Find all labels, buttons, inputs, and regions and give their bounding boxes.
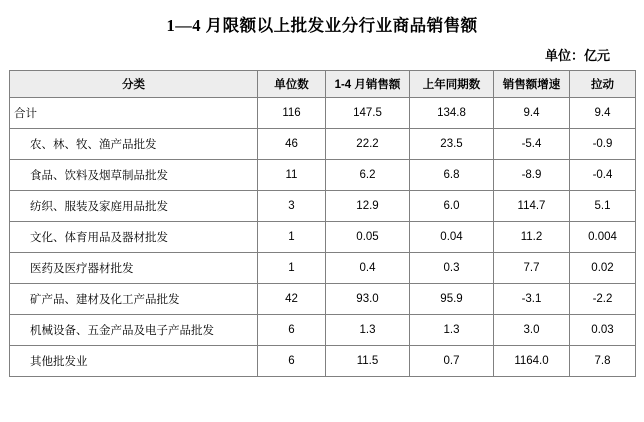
cell-sales: 22.2 (326, 129, 410, 160)
cell-category: 食品、饮料及烟草制品批发 (10, 160, 258, 191)
cell-sales: 0.4 (326, 253, 410, 284)
cell-units: 116 (258, 98, 326, 129)
cell-category: 其他批发业 (10, 346, 258, 377)
cell-prev: 6.8 (410, 160, 494, 191)
cell-units: 6 (258, 315, 326, 346)
cell-prev: 0.04 (410, 222, 494, 253)
cell-pull: 0.03 (570, 315, 636, 346)
cell-category: 文化、体育用品及器材批发 (10, 222, 258, 253)
cell-prev: 95.9 (410, 284, 494, 315)
column-header-sales: 1-4 月销售额 (326, 71, 410, 98)
table-row (10, 160, 636, 191)
cell-growth: 7.7 (494, 253, 570, 284)
cell-pull: 0.004 (570, 222, 636, 253)
cell-prev: 134.8 (410, 98, 494, 129)
cell-units: 1 (258, 222, 326, 253)
table-container (0, 70, 644, 377)
cell-units: 3 (258, 191, 326, 222)
cell-sales: 12.9 (326, 191, 410, 222)
cell-sales: 0.05 (326, 222, 410, 253)
table-row (10, 346, 636, 377)
cell-category: 农、林、牧、渔产品批发 (10, 129, 258, 160)
cell-growth: 114.7 (494, 191, 570, 222)
table-row (10, 315, 636, 346)
cell-growth: 11.2 (494, 222, 570, 253)
cell-units: 6 (258, 346, 326, 377)
table-row (10, 98, 636, 129)
sales-table (9, 70, 636, 377)
cell-category: 矿产品、建材及化工产品批发 (10, 284, 258, 315)
cell-pull: 5.1 (570, 191, 636, 222)
cell-prev: 1.3 (410, 315, 494, 346)
cell-growth: 1164.0 (494, 346, 570, 377)
column-header-pull: 拉动 (570, 71, 636, 98)
cell-units: 46 (258, 129, 326, 160)
cell-pull: 0.02 (570, 253, 636, 284)
cell-growth: -8.9 (494, 160, 570, 191)
page-title: 1—4 月限额以上批发业分行业商品销售额 (166, 16, 478, 35)
cell-sales: 93.0 (326, 284, 410, 315)
cell-sales: 11.5 (326, 346, 410, 377)
column-header-units: 单位数 (258, 71, 326, 98)
unit-label: 单位：亿元 (544, 48, 610, 63)
cell-growth: 3.0 (494, 315, 570, 346)
cell-pull: -2.2 (570, 284, 636, 315)
column-header-growth: 销售额增速 (494, 71, 570, 98)
cell-pull: 7.8 (570, 346, 636, 377)
cell-pull: -0.9 (570, 129, 636, 160)
cell-sales: 1.3 (326, 315, 410, 346)
cell-units: 42 (258, 284, 326, 315)
cell-category: 纺织、服装及家庭用品批发 (10, 191, 258, 222)
cell-growth: -3.1 (494, 284, 570, 315)
table-row (10, 191, 636, 222)
cell-sales: 6.2 (326, 160, 410, 191)
cell-pull: -0.4 (570, 160, 636, 191)
cell-growth: 9.4 (494, 98, 570, 129)
cell-category: 医药及医疗器材批发 (10, 253, 258, 284)
cell-pull: 9.4 (570, 98, 636, 129)
column-header-category: 分类 (10, 71, 258, 98)
cell-prev: 23.5 (410, 129, 494, 160)
table-header-row (10, 71, 636, 98)
table-row (10, 222, 636, 253)
cell-prev: 6.0 (410, 191, 494, 222)
cell-units: 1 (258, 253, 326, 284)
table-row (10, 253, 636, 284)
table-row (10, 129, 636, 160)
table-row (10, 284, 636, 315)
column-header-prev: 上年同期数 (410, 71, 494, 98)
cell-category: 合计 (10, 98, 258, 129)
cell-prev: 0.3 (410, 253, 494, 284)
cell-units: 11 (258, 160, 326, 191)
cell-category: 机械设备、五金产品及电子产品批发 (10, 315, 258, 346)
cell-growth: -5.4 (494, 129, 570, 160)
cell-prev: 0.7 (410, 346, 494, 377)
cell-sales: 147.5 (326, 98, 410, 129)
